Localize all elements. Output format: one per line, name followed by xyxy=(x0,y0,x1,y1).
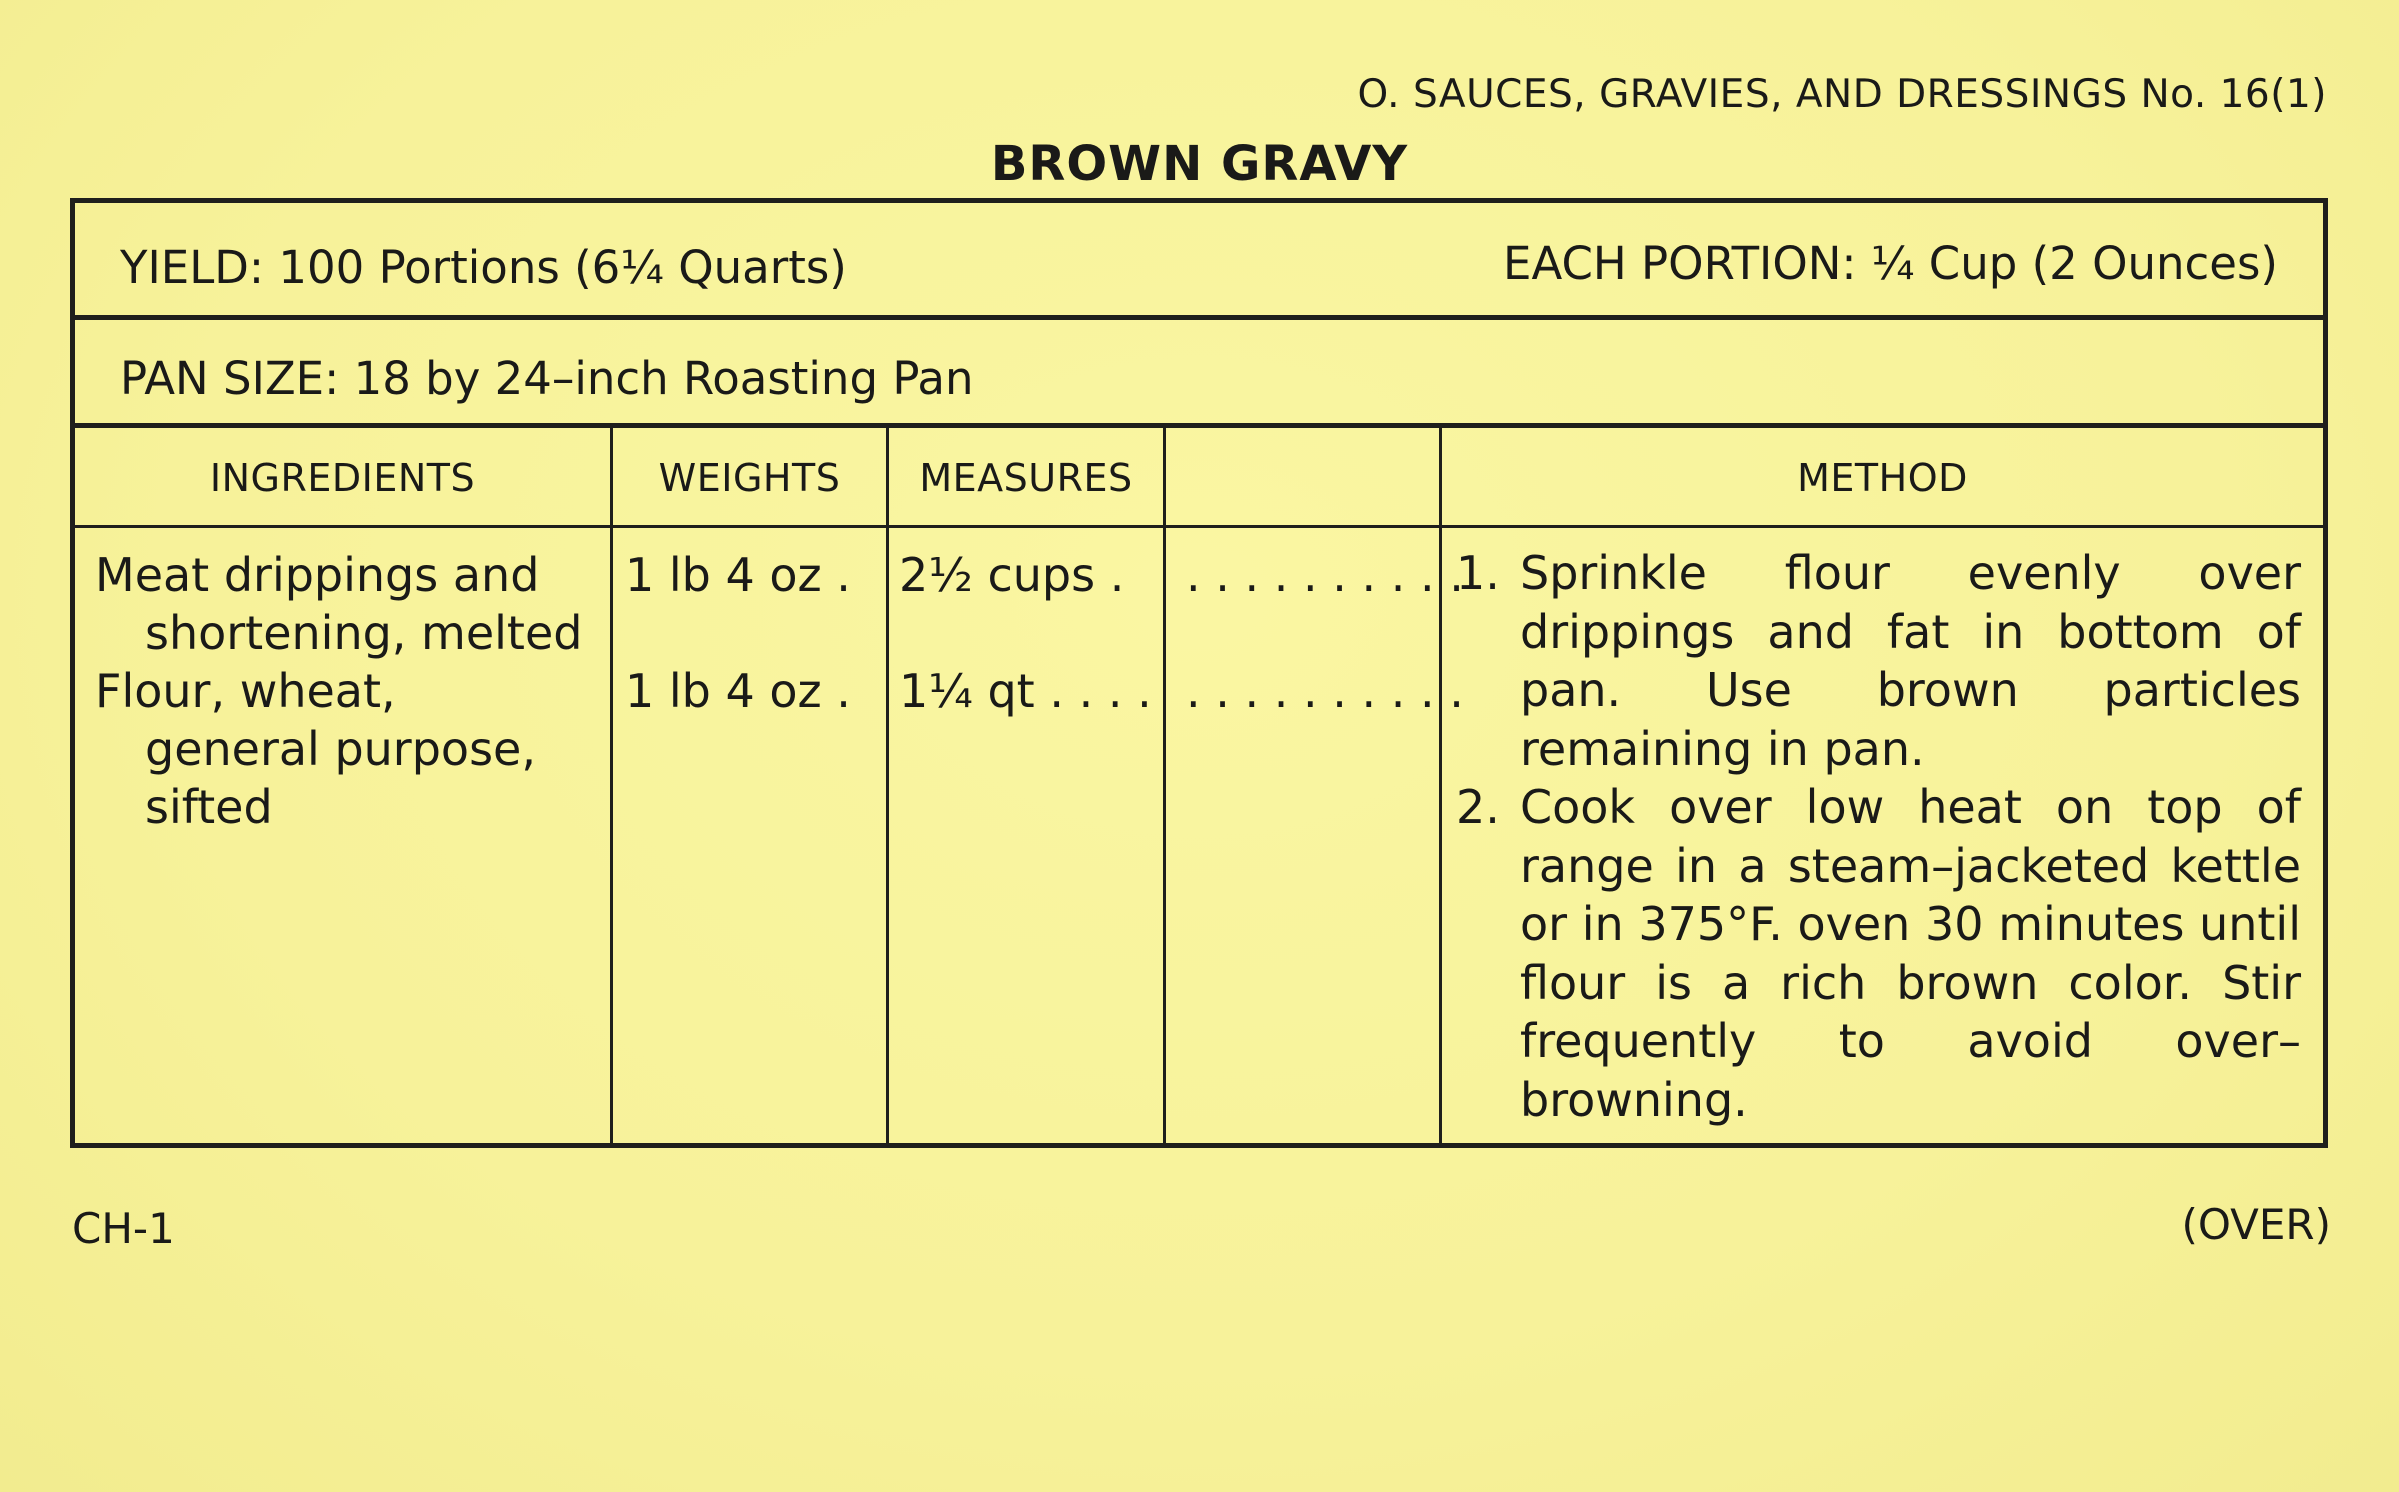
ingredient-item xyxy=(95,546,582,662)
weights-body xyxy=(613,528,886,1143)
step-text: Sprinkle flour evenly over drippings and fat in bottom of pan. Use brown particles remaining in pan. xyxy=(1520,546,2301,776)
yield-row xyxy=(75,203,2323,320)
ingredient-line: Flour, wheat, xyxy=(95,664,396,718)
blank-header xyxy=(1166,428,1439,528)
ingredients-header: INGREDIENTS xyxy=(75,428,610,528)
step-number: 2. xyxy=(1456,780,1500,834)
measure-value: 1¼ qt . . . . xyxy=(899,664,1152,718)
measures-header: MEASURES xyxy=(889,428,1163,528)
weights-header: WEIGHTS xyxy=(613,428,886,528)
method-body xyxy=(1442,528,2323,1143)
leader-dots: . . . . . . . . . . xyxy=(1186,548,1464,602)
weights-column xyxy=(613,428,889,1143)
ingredients-body xyxy=(75,528,610,1143)
ingredient-line: general purpose, xyxy=(145,722,536,776)
measure-value: 2½ cups . xyxy=(899,548,1125,602)
method-step xyxy=(1442,778,2323,1129)
weight-value: 1 lb 4 oz . xyxy=(625,664,851,718)
leader-dots: . . . . . . . . . . xyxy=(1186,664,1464,718)
ingredient-line: sifted xyxy=(145,780,273,834)
ingredients-column xyxy=(75,428,613,1143)
method-step xyxy=(1442,544,2323,778)
each-portion-text: EACH PORTION: ¼ Cup (2 Ounces) xyxy=(1503,237,2278,290)
card-code: CH-1 xyxy=(72,1204,175,1253)
pan-size-text: PAN SIZE: 18 by 24–inch Roasting Pan xyxy=(120,352,974,405)
blank-column xyxy=(1166,428,1464,1143)
ingredient-line: Meat drippings and xyxy=(95,548,540,602)
weight-value: 1 lb 4 oz . xyxy=(625,548,851,602)
recipe-title: BROWN GRAVY xyxy=(990,136,1409,192)
over-indicator: (OVER) xyxy=(2181,1200,2331,1249)
recipe-table-frame xyxy=(70,198,2328,1148)
pan-size-row xyxy=(75,320,2323,428)
step-text: Cook over low heat on top of range in a steam–jacketed kettle or in 375°F. oven 30 minutes until flour is a rich brown color. Stir frequently to avoid over–browning. xyxy=(1520,780,2301,1127)
step-number: 1. xyxy=(1456,546,1500,600)
ingredient-item xyxy=(95,662,536,836)
method-steps xyxy=(1442,544,2323,1129)
method-column xyxy=(1442,428,2323,1143)
yield-text: YIELD: 100 Portions (6¼ Quarts) xyxy=(120,241,847,294)
measures-body xyxy=(889,528,1163,1143)
measures-column xyxy=(889,428,1166,1143)
blank-body xyxy=(1166,528,1464,1143)
section-identifier: O. SAUCES, GRAVIES, AND DRESSINGS No. 16(1) xyxy=(1357,72,2327,117)
ingredient-line: shortening, melted xyxy=(145,606,583,660)
method-header: METHOD xyxy=(1442,428,2323,528)
